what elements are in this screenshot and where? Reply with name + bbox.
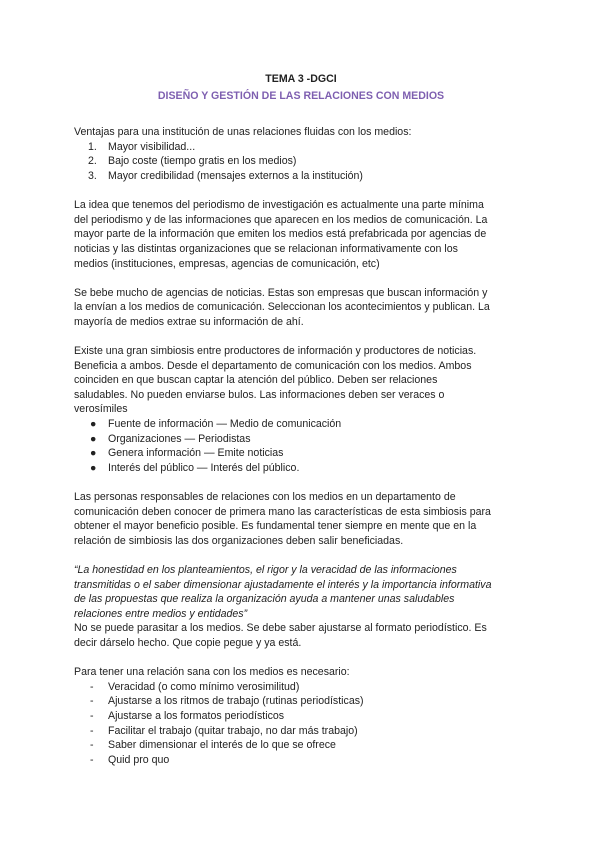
text-line: Las personas responsables de relaciones con los medios en un departamento de [74, 491, 456, 504]
list-item [74, 461, 528, 476]
text-line: de las propuestas que realiza la organización ayuda a mantener unas saludables [74, 593, 455, 606]
bullet-icon: ● [90, 447, 97, 460]
advantages-section [74, 125, 528, 183]
text-line: Beneficia a ambos. Desde el departamento de comunicación con los medios. Ambos [74, 359, 472, 372]
text-line: saludables. No pueden enviarse bulos. Las informaciones deben ser veraces o [74, 388, 445, 401]
text-line: del periodismo y de las informaciones que aparecen en los medios de comunicación. La [74, 213, 488, 226]
text-line: decir dárselo hecho. Que copie pegue y ya está. [74, 636, 302, 649]
dash-marker: - [90, 709, 94, 722]
list-item-text: Mayor credibilidad (mensajes externos a la institución) [108, 169, 363, 182]
requirements-section [74, 665, 528, 767]
list-item-text: Ajustarse a los ritmos de trabajo (rutinas periodísticas) [108, 695, 364, 708]
text-line: medios (instituciones, empresas, agencias de comunicación, etc) [74, 257, 380, 270]
list-item [74, 140, 528, 155]
list-item [74, 417, 528, 432]
list-item [74, 709, 528, 724]
text-line: la envían a los medios de comunicación. Seleccionan los acontecimientos y publican. La [74, 301, 490, 314]
dash-marker: - [90, 739, 94, 752]
document-subtitle: DISEÑO Y GESTIÓN DE LAS RELACIONES CON MEDIOS [157, 89, 445, 102]
pairs-list [74, 417, 528, 475]
advantages-list [74, 140, 528, 184]
list-item-text: Bajo coste (tiempo gratis en los medios) [108, 155, 297, 168]
text-line: Se bebe mucho de agencias de noticias. Estas son empresas que buscan información y [74, 286, 488, 299]
list-number: 2. [88, 155, 97, 168]
quote-block [74, 563, 528, 621]
list-item [74, 738, 528, 753]
list-item [74, 724, 528, 739]
text-line: mayoría de medios extrae su información de ahí. [74, 315, 304, 328]
advantages-intro: Ventajas para una institución de unas relaciones fluidas con los medios: [74, 126, 412, 139]
list-item-text: Veracidad (o como mínimo verosimilitud) [108, 680, 300, 693]
list-number: 3. [88, 169, 97, 182]
list-item [74, 753, 528, 768]
list-item [74, 446, 528, 461]
list-item [74, 680, 528, 695]
paragraph-symbiosis [74, 344, 528, 417]
dash-marker: - [90, 753, 94, 766]
text-line: coinciden en que buscan captar la atención del público. Deben ser relaciones [74, 374, 438, 387]
text-line: comunicación deben conocer de primera mano las características de esta simbiosis para [74, 505, 491, 518]
list-item-text: Mayor visibilidad... [108, 140, 196, 153]
bullet-icon: ● [90, 418, 97, 431]
text-line: obtener el mayor beneficio posible. Es fundamental tener siempre en mente que en la [74, 520, 477, 533]
dash-marker: - [90, 695, 94, 708]
text-line: No se puede parasitar a los medios. Se debe saber ajustarse al formato periodístico. Es [74, 622, 487, 635]
bullet-icon: ● [90, 432, 97, 445]
list-item-text: Interés del público — Interés del público. [108, 461, 300, 474]
list-number: 1. [88, 140, 97, 153]
text-line: “La honestidad en los planteamientos, el rigor y la veracidad de las informaciones [74, 564, 457, 576]
requirements-intro: Para tener una relación sana con los medios es necesario: [74, 666, 350, 679]
text-line: verosímiles [74, 403, 128, 416]
paragraph-investigative-journalism [74, 198, 528, 271]
paragraph-news-agencies [74, 286, 528, 330]
text-line: relaciones entre medios y entidades” [74, 607, 248, 620]
list-item-text: Quid pro quo [108, 753, 170, 766]
paragraph-no-parasite [74, 621, 528, 650]
list-item-text: Genera información — Emite noticias [108, 447, 284, 460]
dash-marker: - [90, 680, 94, 693]
list-item [74, 694, 528, 709]
text-line: transmitidas o el saber dimensionar ajustadamente el interés y la importancia informativa [74, 578, 492, 591]
bullet-icon: ● [90, 461, 97, 474]
dash-marker: - [90, 724, 94, 737]
document-title: TEMA 3 -DGCI [265, 73, 337, 85]
list-item-text: Facilitar el trabajo (quitar trabajo, no dar más trabajo) [108, 724, 358, 737]
list-item [74, 432, 528, 447]
text-line: Existe una gran simbiosis entre productores de información y productores de noticias. [74, 345, 477, 358]
requirements-list [74, 680, 528, 768]
list-item-text: Saber dimensionar el interés de lo que se ofrece [108, 739, 336, 752]
list-item-text: Fuente de información — Medio de comunicación [108, 418, 342, 431]
text-line: relación de simbiosis las dos organizaciones deben salir beneficiadas. [74, 534, 404, 547]
list-item [74, 154, 528, 169]
list-item-text: Organizaciones — Periodistas [108, 432, 251, 445]
list-item [74, 169, 528, 184]
text-line: mayor parte de la información que emiten los medios está prefabricada por agencias de [74, 228, 487, 241]
paragraph-responsibles [74, 490, 528, 548]
text-line: La idea que tenemos del periodismo de investigación es actualmente una parte mínima [74, 199, 484, 212]
list-item-text: Ajustarse a los formatos periodísticos [108, 709, 285, 722]
text-line: noticias y las distintas organizaciones que se relacionan informativamente con los [74, 242, 458, 255]
